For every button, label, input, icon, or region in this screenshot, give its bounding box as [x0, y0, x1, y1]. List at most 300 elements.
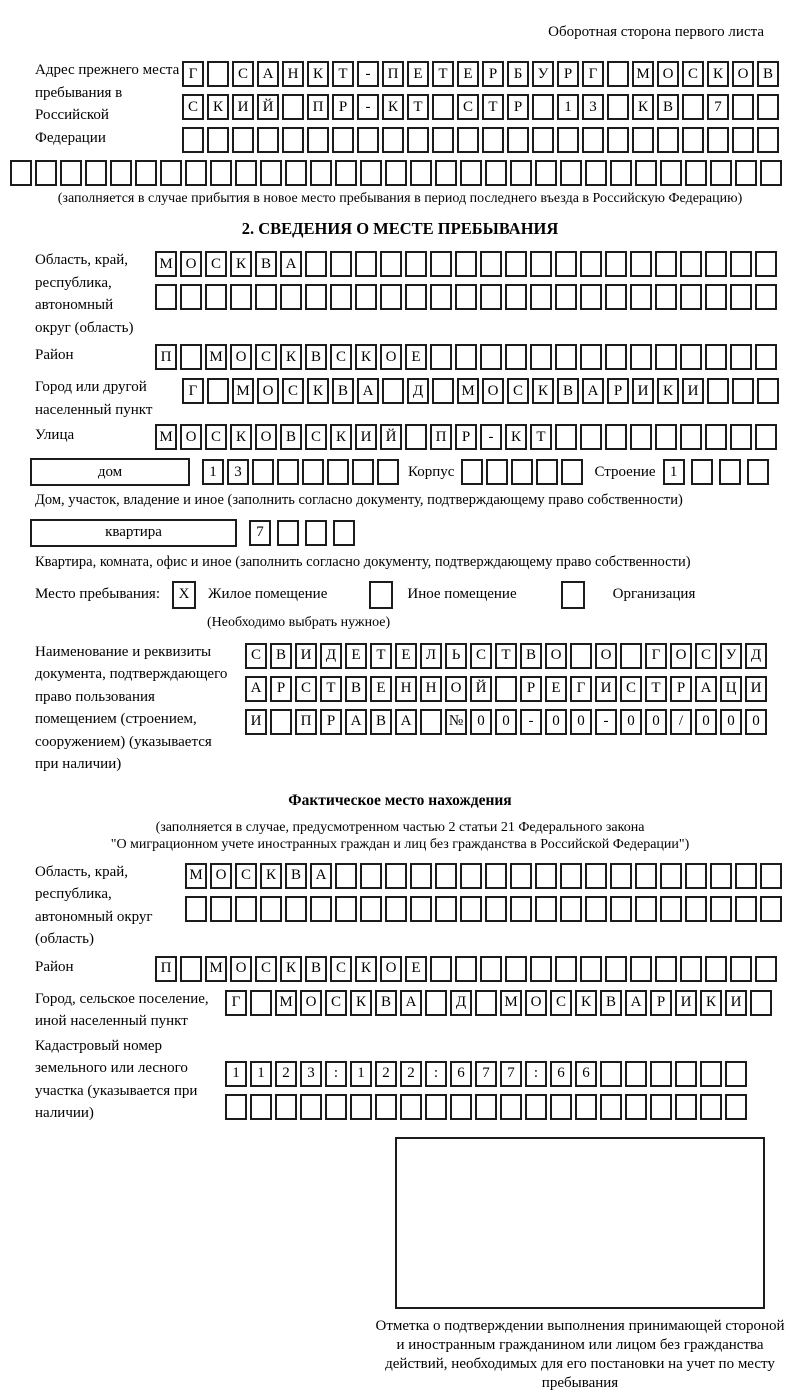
char-cell[interactable] [207, 378, 229, 404]
char-cell[interactable]: Г [182, 61, 204, 87]
char-cell[interactable] [305, 284, 327, 310]
char-cell[interactable] [680, 284, 702, 310]
char-cell[interactable] [420, 709, 442, 735]
char-cell[interactable] [405, 424, 427, 450]
char-cell[interactable]: 2 [375, 1061, 397, 1087]
char-cell[interactable]: Т [432, 61, 454, 87]
char-cell[interactable] [530, 284, 552, 310]
char-cell[interactable]: И [682, 378, 704, 404]
char-cell[interactable] [332, 127, 354, 153]
char-cell[interactable]: М [205, 956, 227, 982]
char-cell[interactable]: С [325, 990, 347, 1016]
char-cell[interactable]: С [255, 344, 277, 370]
char-cell[interactable] [252, 459, 274, 485]
char-cell[interactable] [460, 863, 482, 889]
char-cell[interactable] [660, 863, 682, 889]
char-cell[interactable] [536, 459, 558, 485]
char-cell[interactable] [260, 160, 282, 186]
char-cell[interactable] [280, 284, 302, 310]
char-cell[interactable]: - [480, 424, 502, 450]
char-cell[interactable]: С [470, 643, 492, 669]
char-cell[interactable]: Т [332, 61, 354, 87]
char-cell[interactable]: Й [380, 424, 402, 450]
char-cell[interactable]: И [295, 643, 317, 669]
char-cell[interactable] [732, 378, 754, 404]
char-cell[interactable] [207, 127, 229, 153]
checkbox-org[interactable] [561, 581, 585, 609]
char-cell[interactable]: К [350, 990, 372, 1016]
char-cell[interactable] [535, 896, 557, 922]
char-cell[interactable]: О [732, 61, 754, 87]
char-cell[interactable] [505, 284, 527, 310]
char-cell[interactable]: М [232, 378, 254, 404]
char-cell[interactable]: Б [507, 61, 529, 87]
char-cell[interactable]: 0 [645, 709, 667, 735]
char-cell[interactable]: К [307, 61, 329, 87]
char-cell[interactable] [385, 160, 407, 186]
char-cell[interactable] [335, 160, 357, 186]
char-cell[interactable]: С [245, 643, 267, 669]
char-cell[interactable] [605, 251, 627, 277]
char-cell[interactable] [275, 1094, 297, 1120]
char-cell[interactable]: 1 [557, 94, 579, 120]
char-cell[interactable] [410, 896, 432, 922]
char-cell[interactable] [455, 251, 477, 277]
char-cell[interactable]: Р [320, 709, 342, 735]
char-cell[interactable]: 0 [720, 709, 742, 735]
char-cell[interactable] [35, 160, 57, 186]
char-cell[interactable] [207, 61, 229, 87]
char-cell[interactable] [725, 1094, 747, 1120]
char-cell[interactable]: 1 [250, 1061, 272, 1087]
char-cell[interactable] [630, 251, 652, 277]
char-cell[interactable]: О [657, 61, 679, 87]
char-cell[interactable]: К [280, 344, 302, 370]
char-cell[interactable]: К [707, 61, 729, 87]
char-cell[interactable]: 0 [495, 709, 517, 735]
char-cell[interactable] [685, 160, 707, 186]
char-cell[interactable]: Е [457, 61, 479, 87]
char-cell[interactable] [600, 1094, 622, 1120]
char-cell[interactable] [575, 1094, 597, 1120]
char-cell[interactable] [710, 896, 732, 922]
char-cell[interactable]: О [445, 676, 467, 702]
char-cell[interactable] [277, 459, 299, 485]
char-cell[interactable]: Т [495, 643, 517, 669]
char-cell[interactable] [700, 1061, 722, 1087]
char-cell[interactable] [110, 160, 132, 186]
char-cell[interactable] [430, 344, 452, 370]
char-cell[interactable]: П [295, 709, 317, 735]
char-cell[interactable]: П [155, 344, 177, 370]
char-cell[interactable] [310, 160, 332, 186]
char-cell[interactable] [655, 284, 677, 310]
char-cell[interactable]: 1 [202, 459, 224, 485]
char-cell[interactable] [700, 1094, 722, 1120]
char-cell[interactable] [305, 251, 327, 277]
char-cell[interactable]: Т [370, 643, 392, 669]
char-cell[interactable]: К [657, 378, 679, 404]
char-cell[interactable] [635, 160, 657, 186]
char-cell[interactable]: У [720, 643, 742, 669]
char-cell[interactable]: К [355, 956, 377, 982]
char-cell[interactable]: Р [270, 676, 292, 702]
char-cell[interactable] [555, 251, 577, 277]
char-cell[interactable]: О [230, 956, 252, 982]
char-cell[interactable] [630, 956, 652, 982]
char-cell[interactable]: Т [645, 676, 667, 702]
char-cell[interactable] [410, 160, 432, 186]
char-cell[interactable] [607, 127, 629, 153]
char-cell[interactable]: В [305, 956, 327, 982]
char-cell[interactable]: 6 [575, 1061, 597, 1087]
char-cell[interactable] [475, 1094, 497, 1120]
char-cell[interactable] [350, 1094, 372, 1120]
char-cell[interactable] [580, 424, 602, 450]
char-cell[interactable] [530, 956, 552, 982]
char-cell[interactable] [730, 284, 752, 310]
char-cell[interactable] [530, 344, 552, 370]
char-cell[interactable] [735, 160, 757, 186]
char-cell[interactable]: О [230, 344, 252, 370]
char-cell[interactable]: А [625, 990, 647, 1016]
char-cell[interactable]: 0 [745, 709, 767, 735]
char-cell[interactable] [625, 1094, 647, 1120]
char-cell[interactable]: 1 [225, 1061, 247, 1087]
char-cell[interactable] [675, 1094, 697, 1120]
char-cell[interactable]: 3 [227, 459, 249, 485]
char-cell[interactable]: № [445, 709, 467, 735]
char-cell[interactable] [435, 896, 457, 922]
char-cell[interactable] [352, 459, 374, 485]
char-cell[interactable] [507, 127, 529, 153]
char-cell[interactable] [277, 520, 299, 546]
char-cell[interactable] [730, 956, 752, 982]
char-cell[interactable] [660, 160, 682, 186]
char-cell[interactable] [719, 459, 741, 485]
char-cell[interactable]: Г [582, 61, 604, 87]
char-cell[interactable]: В [370, 709, 392, 735]
char-cell[interactable] [405, 251, 427, 277]
char-cell[interactable]: М [500, 990, 522, 1016]
char-cell[interactable] [327, 459, 349, 485]
char-cell[interactable]: К [230, 251, 252, 277]
char-cell[interactable]: С [620, 676, 642, 702]
char-cell[interactable]: А [582, 378, 604, 404]
char-cell[interactable] [660, 896, 682, 922]
char-cell[interactable] [235, 160, 257, 186]
char-cell[interactable] [302, 459, 324, 485]
char-cell[interactable] [382, 127, 404, 153]
char-cell[interactable]: Р [650, 990, 672, 1016]
char-cell[interactable] [250, 1094, 272, 1120]
char-cell[interactable]: 7 [707, 94, 729, 120]
char-cell[interactable]: : [525, 1061, 547, 1087]
char-cell[interactable]: К [307, 378, 329, 404]
char-cell[interactable]: С [232, 61, 254, 87]
char-cell[interactable] [305, 520, 327, 546]
char-cell[interactable] [580, 284, 602, 310]
char-cell[interactable] [135, 160, 157, 186]
char-cell[interactable] [560, 863, 582, 889]
char-cell[interactable] [605, 344, 627, 370]
char-cell[interactable]: Е [407, 61, 429, 87]
char-cell[interactable]: С [682, 61, 704, 87]
char-cell[interactable]: М [457, 378, 479, 404]
char-cell[interactable] [455, 284, 477, 310]
char-cell[interactable]: В [255, 251, 277, 277]
char-cell[interactable] [210, 896, 232, 922]
char-cell[interactable]: А [257, 61, 279, 87]
char-cell[interactable] [407, 127, 429, 153]
char-cell[interactable]: С [295, 676, 317, 702]
char-cell[interactable]: 0 [545, 709, 567, 735]
char-cell[interactable]: О [670, 643, 692, 669]
char-cell[interactable] [385, 896, 407, 922]
char-cell[interactable]: О [180, 424, 202, 450]
char-cell[interactable] [632, 127, 654, 153]
char-cell[interactable] [432, 94, 454, 120]
char-cell[interactable] [230, 284, 252, 310]
char-cell[interactable]: Е [345, 643, 367, 669]
char-cell[interactable] [735, 896, 757, 922]
char-cell[interactable] [480, 284, 502, 310]
char-cell[interactable] [750, 990, 772, 1016]
char-cell[interactable]: О [380, 344, 402, 370]
char-cell[interactable]: 1 [350, 1061, 372, 1087]
char-cell[interactable] [285, 896, 307, 922]
char-cell[interactable] [260, 896, 282, 922]
char-cell[interactable] [732, 94, 754, 120]
char-cell[interactable] [160, 160, 182, 186]
char-cell[interactable] [655, 344, 677, 370]
char-cell[interactable] [655, 251, 677, 277]
char-cell[interactable] [360, 863, 382, 889]
char-cell[interactable]: К [382, 94, 404, 120]
char-cell[interactable]: В [345, 676, 367, 702]
char-cell[interactable]: Р [607, 378, 629, 404]
char-cell[interactable]: Т [407, 94, 429, 120]
char-cell[interactable] [685, 863, 707, 889]
char-cell[interactable] [385, 863, 407, 889]
char-cell[interactable] [557, 127, 579, 153]
char-cell[interactable]: Д [450, 990, 472, 1016]
char-cell[interactable]: В [280, 424, 302, 450]
char-cell[interactable] [707, 378, 729, 404]
char-cell[interactable] [710, 863, 732, 889]
char-cell[interactable]: К [700, 990, 722, 1016]
char-cell[interactable] [585, 160, 607, 186]
char-cell[interactable] [560, 160, 582, 186]
char-cell[interactable] [485, 160, 507, 186]
char-cell[interactable]: Н [420, 676, 442, 702]
char-cell[interactable]: К [505, 424, 527, 450]
char-cell[interactable] [610, 863, 632, 889]
char-cell[interactable] [550, 1094, 572, 1120]
char-cell[interactable] [335, 863, 357, 889]
char-cell[interactable] [625, 1061, 647, 1087]
char-cell[interactable] [180, 956, 202, 982]
char-cell[interactable]: М [185, 863, 207, 889]
char-cell[interactable]: Г [570, 676, 592, 702]
char-cell[interactable] [555, 424, 577, 450]
char-cell[interactable]: С [550, 990, 572, 1016]
char-cell[interactable] [760, 896, 782, 922]
char-cell[interactable]: В [757, 61, 779, 87]
char-cell[interactable]: Т [320, 676, 342, 702]
char-cell[interactable]: 3 [582, 94, 604, 120]
char-cell[interactable] [460, 160, 482, 186]
char-cell[interactable]: О [300, 990, 322, 1016]
char-cell[interactable]: 1 [663, 459, 685, 485]
char-cell[interactable] [630, 344, 652, 370]
checkbox-inoe[interactable] [369, 581, 393, 609]
char-cell[interactable] [475, 990, 497, 1016]
char-cell[interactable] [510, 863, 532, 889]
char-cell[interactable] [757, 94, 779, 120]
char-cell[interactable] [511, 459, 533, 485]
char-cell[interactable] [505, 956, 527, 982]
char-cell[interactable] [333, 520, 355, 546]
char-cell[interactable]: Г [225, 990, 247, 1016]
char-cell[interactable]: 3 [300, 1061, 322, 1087]
char-cell[interactable] [691, 459, 713, 485]
char-cell[interactable]: И [675, 990, 697, 1016]
char-cell[interactable] [655, 424, 677, 450]
char-cell[interactable] [755, 344, 777, 370]
char-cell[interactable] [235, 896, 257, 922]
char-cell[interactable] [655, 956, 677, 982]
char-cell[interactable] [410, 863, 432, 889]
char-cell[interactable] [460, 896, 482, 922]
char-cell[interactable]: П [307, 94, 329, 120]
char-cell[interactable]: С [695, 643, 717, 669]
char-cell[interactable]: Р [557, 61, 579, 87]
char-cell[interactable] [455, 344, 477, 370]
char-cell[interactable]: М [155, 424, 177, 450]
char-cell[interactable] [432, 127, 454, 153]
char-cell[interactable]: О [525, 990, 547, 1016]
char-cell[interactable] [675, 1061, 697, 1087]
char-cell[interactable]: - [357, 94, 379, 120]
char-cell[interactable]: И [232, 94, 254, 120]
char-cell[interactable] [680, 251, 702, 277]
char-cell[interactable] [450, 1094, 472, 1120]
char-cell[interactable] [755, 956, 777, 982]
char-cell[interactable]: О [380, 956, 402, 982]
char-cell[interactable] [730, 424, 752, 450]
char-cell[interactable]: Д [407, 378, 429, 404]
char-cell[interactable]: 6 [450, 1061, 472, 1087]
char-cell[interactable]: М [632, 61, 654, 87]
char-cell[interactable]: Й [257, 94, 279, 120]
char-cell[interactable] [357, 127, 379, 153]
char-cell[interactable]: 0 [620, 709, 642, 735]
char-cell[interactable] [400, 1094, 422, 1120]
char-cell[interactable]: О [180, 251, 202, 277]
char-cell[interactable]: А [280, 251, 302, 277]
char-cell[interactable]: 7 [475, 1061, 497, 1087]
char-cell[interactable]: 7 [249, 520, 271, 546]
char-cell[interactable] [630, 424, 652, 450]
char-cell[interactable]: - [520, 709, 542, 735]
char-cell[interactable] [605, 424, 627, 450]
char-cell[interactable]: О [482, 378, 504, 404]
char-cell[interactable]: Р [482, 61, 504, 87]
char-cell[interactable]: В [600, 990, 622, 1016]
char-cell[interactable] [380, 284, 402, 310]
char-cell[interactable]: Е [395, 643, 417, 669]
char-cell[interactable] [325, 1094, 347, 1120]
char-cell[interactable] [360, 896, 382, 922]
char-cell[interactable]: П [382, 61, 404, 87]
char-cell[interactable]: Р [507, 94, 529, 120]
char-cell[interactable] [377, 459, 399, 485]
char-cell[interactable]: 0 [470, 709, 492, 735]
char-cell[interactable] [486, 459, 508, 485]
char-cell[interactable]: Н [395, 676, 417, 702]
char-cell[interactable]: 6 [550, 1061, 572, 1087]
char-cell[interactable] [382, 378, 404, 404]
char-cell[interactable] [607, 61, 629, 87]
char-cell[interactable] [757, 127, 779, 153]
char-cell[interactable]: Д [745, 643, 767, 669]
char-cell[interactable] [685, 896, 707, 922]
char-cell[interactable]: 2 [400, 1061, 422, 1087]
char-cell[interactable] [585, 896, 607, 922]
char-cell[interactable] [650, 1061, 672, 1087]
char-cell[interactable] [455, 956, 477, 982]
char-cell[interactable] [355, 284, 377, 310]
char-cell[interactable]: Н [282, 61, 304, 87]
char-cell[interactable]: В [557, 378, 579, 404]
char-cell[interactable] [610, 160, 632, 186]
char-cell[interactable]: С [305, 424, 327, 450]
char-cell[interactable] [607, 94, 629, 120]
char-cell[interactable]: П [430, 424, 452, 450]
char-cell[interactable] [705, 251, 727, 277]
char-cell[interactable]: У [532, 61, 554, 87]
char-cell[interactable] [535, 160, 557, 186]
char-cell[interactable] [480, 956, 502, 982]
char-cell[interactable] [580, 956, 602, 982]
char-cell[interactable]: 7 [500, 1061, 522, 1087]
char-cell[interactable] [600, 1061, 622, 1087]
char-cell[interactable] [757, 378, 779, 404]
char-cell[interactable]: О [210, 863, 232, 889]
char-cell[interactable] [180, 344, 202, 370]
char-cell[interactable]: А [345, 709, 367, 735]
char-cell[interactable] [210, 160, 232, 186]
char-cell[interactable] [530, 251, 552, 277]
char-cell[interactable]: : [425, 1061, 447, 1087]
char-cell[interactable] [180, 284, 202, 310]
char-cell[interactable]: И [725, 990, 747, 1016]
char-cell[interactable] [680, 956, 702, 982]
char-cell[interactable]: Е [405, 344, 427, 370]
char-cell[interactable] [250, 990, 272, 1016]
char-cell[interactable] [355, 251, 377, 277]
char-cell[interactable]: С [205, 251, 227, 277]
char-cell[interactable] [747, 459, 769, 485]
char-cell[interactable] [375, 1094, 397, 1120]
char-cell[interactable] [755, 251, 777, 277]
char-cell[interactable] [635, 896, 657, 922]
char-cell[interactable]: К [260, 863, 282, 889]
char-cell[interactable] [425, 1094, 447, 1120]
char-cell[interactable] [705, 284, 727, 310]
char-cell[interactable] [532, 94, 554, 120]
